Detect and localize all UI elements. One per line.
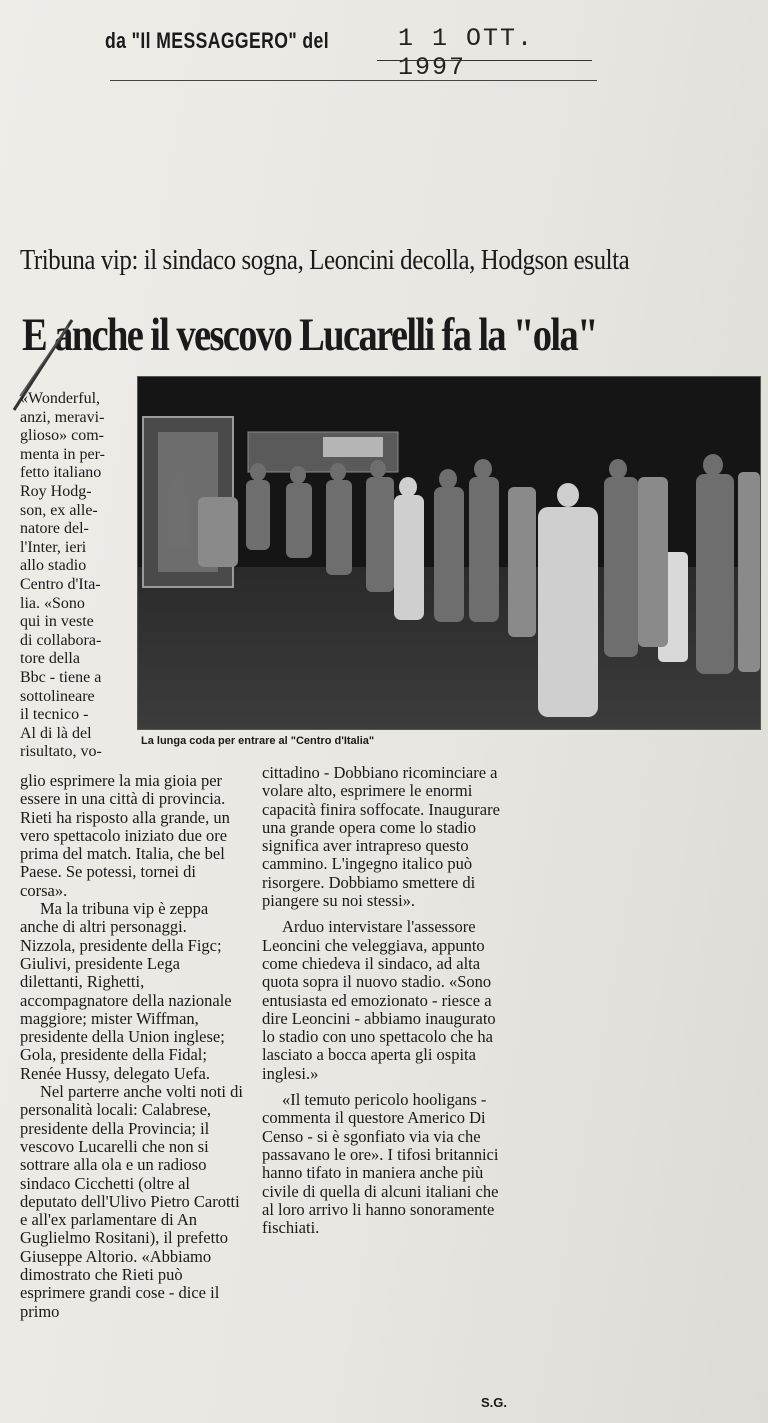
photo-caption: La lunga coda per entrare al "Centro d'Italia"	[141, 735, 375, 747]
intro-line: Al di là del	[20, 724, 92, 742]
intro-line: natore del-	[20, 520, 89, 538]
intro-line: risultato, vo-	[20, 743, 102, 761]
article-headline: E anche il vescovo Lucarelli fa la "ola"	[22, 309, 597, 361]
intro-line: fetto italiano	[20, 464, 102, 482]
intro-line: anzi, meravi-	[20, 408, 105, 426]
intro-line: lia. «Sono	[20, 594, 85, 612]
intro-line: «Wonderful,	[20, 390, 101, 407]
intro-line: Centro d'Ita-	[20, 575, 101, 593]
publication-date: 1 1 OTT. 1997	[398, 24, 535, 82]
crowd-queue-image	[138, 377, 760, 729]
intro-line: l'Inter, ieri	[20, 538, 87, 556]
intro-narrow-column	[20, 390, 132, 762]
paragraph: Nel parterre anche volti noti di personalità locali: Calabrese, presidente della Provincia; il vescovo Lucarelli che non si sottrare alla ola e un radioso sindaco Cicchetti (oltre al deputato dell'Ulivo Pietro Carotti e all'ex parlamentare di An Guglielmo Rositani), il prefetto Giuseppe Altorio. «Abbiamo dimostrato che Rieti può esprimere grandi cose - dice il primo	[20, 1082, 243, 1321]
date-underline	[377, 60, 592, 61]
intro-line: glioso» com-	[20, 427, 104, 445]
publication-name: da "Il MESSAGGERO" del	[105, 28, 330, 53]
author-signature: S.G.	[481, 1395, 508, 1410]
intro-line: il tecnico -	[20, 706, 89, 724]
intro-line: Bbc - tiene a	[20, 668, 102, 686]
article-column-1	[20, 772, 244, 1321]
intro-line: sottolineare	[20, 687, 95, 705]
paragraph: cittadino - Dobbiano ricominciare a volare alto, esprimere le enormi capacità finira soffocate. Inaugurare una grande opera come lo stadio significa aver intrapreso questo cammino. L'ingegno italico può risorgere. Dobbiamo smettere di piangere su noi stessi».	[262, 763, 500, 911]
paragraph: Arduo intervistare l'assessore Leoncini che veleggiava, appunto come chiedeva il sindaco, ad alta quota sopra il nuovo stadio. «Sono entusiasta ed emozionato - riesce a dire Leoncini - abbiamo inaugurato lo stadio con uno spettacolo che ha lasciato a bocca aperta gli ospita inglesi.»	[262, 917, 496, 1083]
intro-line: di collabora-	[20, 631, 102, 649]
intro-line: Roy Hodg-	[20, 482, 92, 500]
source-stamp	[105, 20, 605, 80]
intro-line: qui in veste	[20, 613, 94, 631]
intro-line: son, ex alle-	[20, 501, 98, 519]
article-column-2	[262, 764, 510, 1237]
news-photo	[137, 376, 761, 730]
intro-line: tore della	[20, 650, 80, 668]
paragraph: Ma la tribuna vip è zeppa anche di altri personaggi. Nizzola, presidente della Figc; Giulivi, presidente Lega dilettanti, Righetti, accompagnatore della nazionale maggiore; mister Wiffman, presidente della Union inglese; Gola, presidente della Fidal; Renée Hussy, delegato Uefa.	[20, 899, 232, 1083]
intro-line: menta in per-	[20, 445, 105, 463]
intro-line: allo stadio	[20, 557, 87, 575]
paragraph: «Il temuto pericolo hooligans - commenta il questore Americo Di Censo - si è sgonfiato via via che passavano le ore». I tifosi britannici hanno tifato in maniera anche più civile di quella di alcuni italiani che al loro arrivo li hanno sonoramente fischiati.	[262, 1090, 499, 1238]
paragraph: glio esprimere la mia gioia per essere in una città di provincia. Rieti ha risposto alla grande, un vero spettacolo iniziato due ore prima del match. Italia, che bel Paese. Se potessi, tornei di corsa».	[20, 771, 230, 900]
stamp-rule	[110, 80, 597, 81]
article-kicker: Tribuna vip: il sindaco sogna, Leoncini decolla, Hodgson esulta	[20, 244, 630, 276]
